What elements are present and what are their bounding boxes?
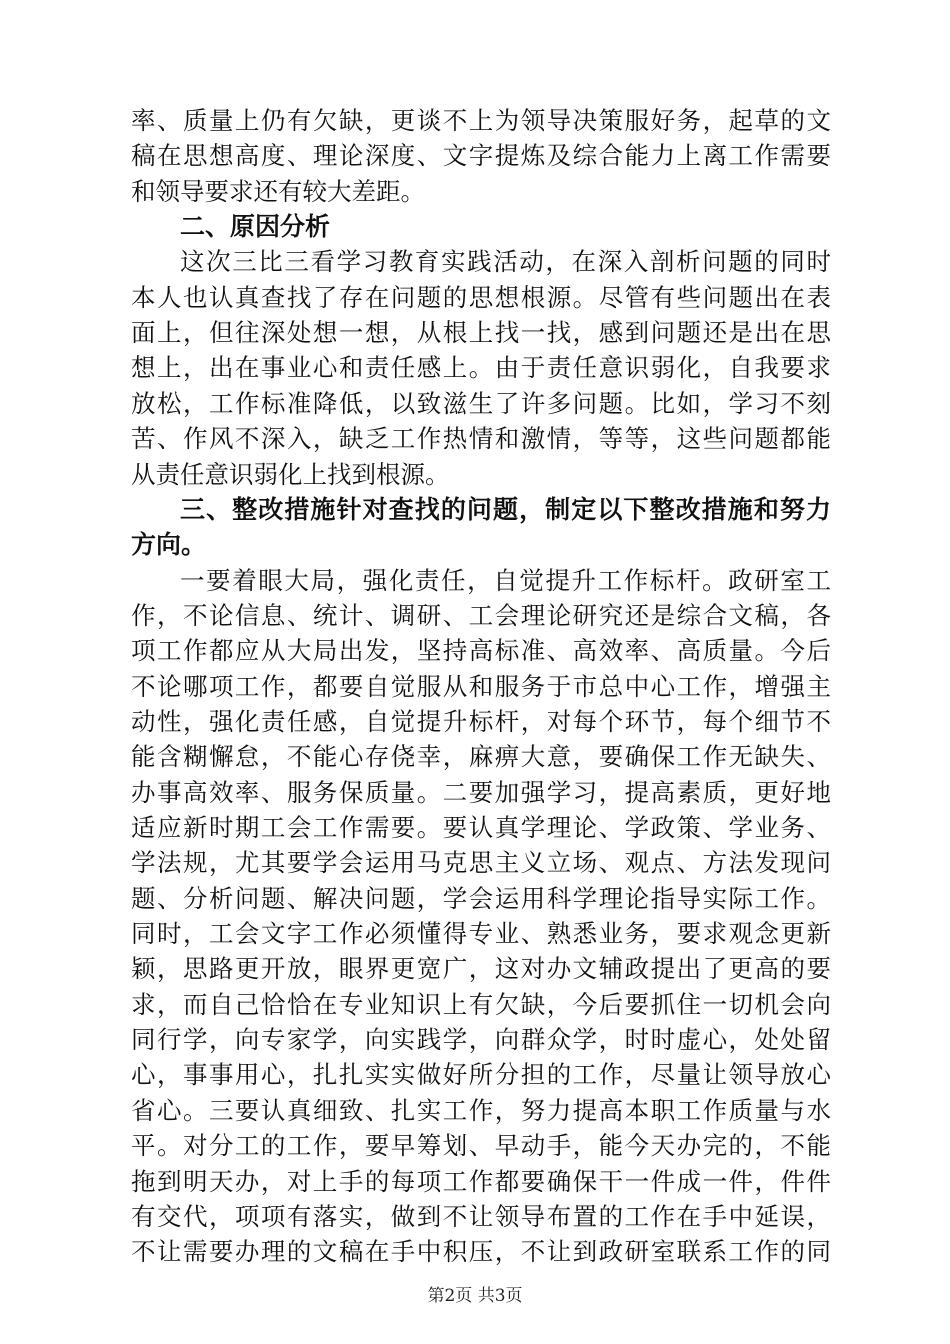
body-text-line: 率、质量上仍有欠缺，更谈不上为领导决策服好务，起草的文 <box>131 106 831 135</box>
section-heading-rectification-cont: 方向。 <box>131 530 207 559</box>
section-heading-cause-analysis: 二、原因分析 <box>180 212 331 241</box>
body-text-line: 省心。三要认真细致、扎实工作，努力提高本职工作质量与水 <box>131 1096 831 1125</box>
body-text-line: 适应新时期工会工作需要。要认真学理论、学政策、学业务、 <box>131 813 831 842</box>
body-text-line: 办事高效率、服务保质量。二要加强学习，提高素质，更好地 <box>131 778 831 807</box>
body-text-line: 苦、作风不深入，缺乏工作热情和激情，等等，这些问题都能 <box>131 424 831 453</box>
body-text-line: 项工作都应从大局出发，坚持高标准、高效率、高质量。今后 <box>131 636 831 665</box>
body-text-line: 能含糊懈怠，不能心存侥幸，麻痹大意，要确保工作无缺失、 <box>131 742 831 771</box>
body-text-line: 一要着眼大局，强化责任，自觉提升工作标杆。政研室工 <box>180 566 831 595</box>
body-text-line: 同时，工会文字工作必须懂得专业、熟悉业务，要求观念更新 <box>131 919 831 948</box>
section-heading-rectification: 三、整改措施针对查找的问题，制定以下整改措施和努力 <box>180 495 831 524</box>
body-text-line: 拖到明天办，对上手的每项工作都要确保干一件成一件，件件 <box>131 1167 831 1196</box>
body-text-line: 本人也认真查找了存在问题的思想根源。尽管有些问题出在表 <box>131 283 831 312</box>
body-text-line: 从责任意识弱化上找到根源。 <box>131 460 450 489</box>
body-text-line: 学法规，尤其要学会运用马克思主义立场、观点、方法发现问 <box>131 848 831 877</box>
body-text-line: 求，而自己恰恰在专业知识上有欠缺，今后要抓住一切机会向 <box>131 990 831 1019</box>
body-text-line: 面上，但往深处想一想，从根上找一找，感到问题还是出在思 <box>131 318 831 347</box>
body-text-line: 放松，工作标准降低，以致滋生了许多问题。比如，学习不刻 <box>131 389 831 418</box>
body-text-line: 题、分析问题、解决问题，学会运用科学理论指导实际工作。 <box>131 884 831 913</box>
page-number-footer: 第2页 共3页 <box>427 1286 523 1306</box>
body-text-line: 动性，强化责任感，自觉提升标杆，对每个环节，每个细节不 <box>131 707 831 736</box>
body-text-line: 这次三比三看学习教育实践活动，在深入剖析问题的同时 <box>180 247 831 276</box>
body-text-line: 同行学，向专家学，向实践学，向群众学，时时虚心，处处留 <box>131 1025 831 1054</box>
body-text-line: 想上，出在事业心和责任感上。由于责任意识弱化，自我要求 <box>131 353 831 382</box>
body-text-line: 平。对分工的工作，要早筹划、早动手，能今天办完的，不能 <box>131 1131 831 1160</box>
body-text-line: 稿在思想高度、理论深度、文字提炼及综合能力上离工作需要 <box>131 141 831 170</box>
body-text-line: 颖，思路更开放，眼界更宽广，这对办文辅政提出了更高的要 <box>131 954 831 983</box>
body-text-line: 和领导要求还有较大差距。 <box>131 177 425 206</box>
body-text-line: 不论哪项工作，都要自觉服从和服务于市总中心工作，增强主 <box>131 672 831 701</box>
body-text-line: 有交代，项项有落实，做到不让领导布置的工作在手中延误， <box>131 1202 831 1231</box>
body-text-line: 心，事事用心，扎扎实实做好所分担的工作，尽量让领导放心 <box>131 1060 831 1089</box>
body-text-line: 不让需要办理的文稿在手中积压，不让到政研室联系工作的同 <box>131 1237 831 1266</box>
body-text-line: 作，不论信息、统计、调研、工会理论研究还是综合文稿，各 <box>131 601 831 630</box>
